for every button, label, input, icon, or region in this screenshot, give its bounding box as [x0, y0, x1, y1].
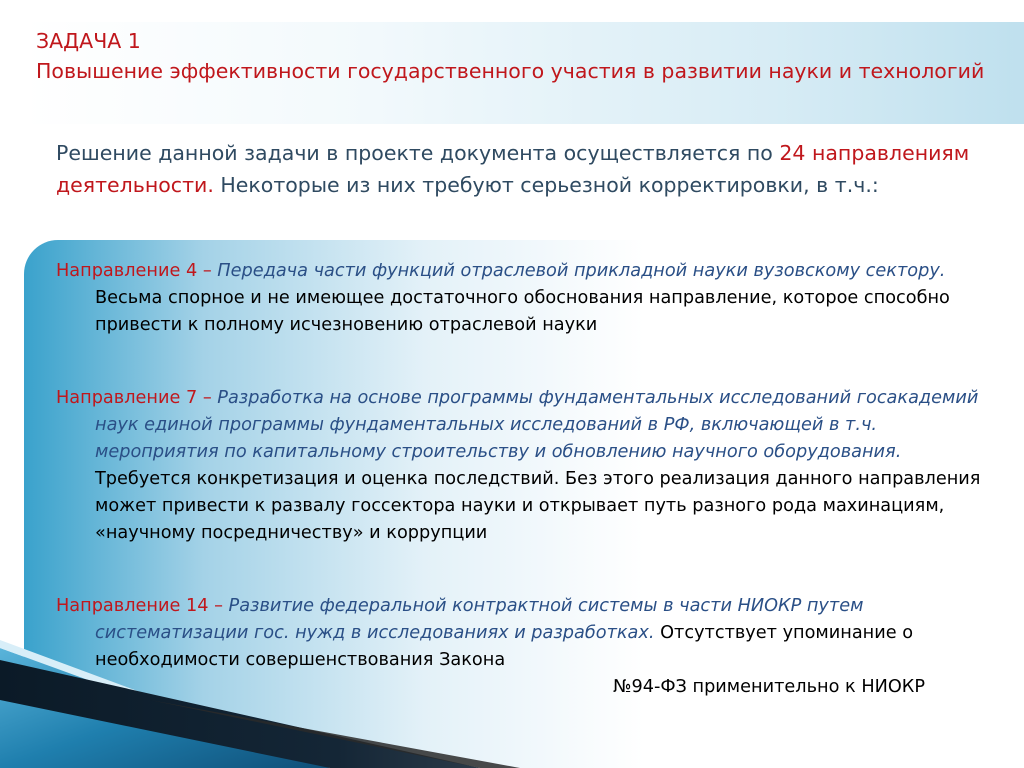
title-task-name: Повышение эффективности государственного участия в развитии науки и технологий: [36, 59, 985, 83]
direction-dash: –: [197, 261, 218, 281]
direction-topic: Передача части функций отраслевой прикладной науки вузовскому сектору.: [217, 261, 946, 281]
direction-name: Направление 4: [56, 261, 198, 281]
direction-name: Направление 14: [56, 596, 209, 616]
direction-comment: Требуется конкретизация и оценка последствий. Без этого реализация данного направления может привести к развалу госсектора науки и открывает путь разного рода махинациям, «научному посредничеству» и коррупции: [95, 469, 981, 543]
intro-highlight: 24 направлениям деятельности.: [56, 141, 970, 197]
direction-topic: Развитие федеральной контрактной системы в части НИОКР путем систематизации гос. нужд в исследованиях и разработках.: [95, 596, 864, 643]
direction-comment-continuation: №94-ФЗ применительно к НИОКР: [613, 677, 925, 697]
intro-text-end: Некоторые из них требуют серьезной корректировки, в т.ч.:: [213, 173, 879, 197]
title-task-number: ЗАДАЧА 1: [36, 29, 141, 53]
direction-name: Направление 7: [56, 388, 198, 408]
direction-topic: Разработка на основе программы фундаментальных исследований госакадемий наук единой программы фундаментальных исследований в РФ, включающей в т.ч. мероприятия по капитальному строительству и обновлению научного оборудования.: [95, 388, 979, 462]
direction-dash: –: [208, 596, 229, 616]
direction-comment: Весьма спорное и не имеющее достаточного обоснования направление, которое способно привести к полному исчезновению отраслевой науки: [95, 288, 950, 335]
intro-text-start: Решение данной задачи в проекте документа осуществляется по: [56, 141, 780, 165]
direction-dash: –: [197, 388, 218, 408]
direction-comment: Отсутствует упоминание о необходимости совершенствования Закона: [95, 623, 914, 670]
